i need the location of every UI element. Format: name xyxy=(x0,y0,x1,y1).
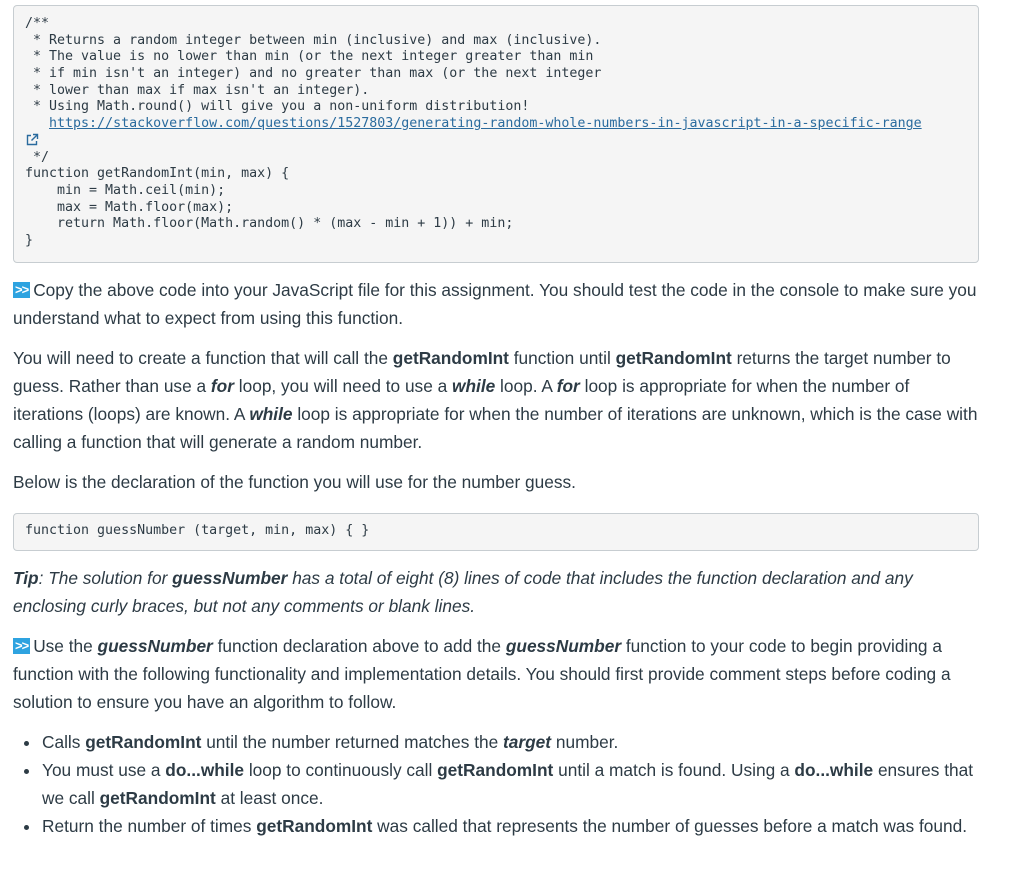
tip-label: Tip xyxy=(13,567,39,588)
code-line: min = Math.ceil(min); xyxy=(25,182,226,198)
list-item xyxy=(41,813,979,841)
requirements-list xyxy=(13,729,979,840)
text-span: Use the xyxy=(33,636,98,657)
instruction-paragraph-guessnumber xyxy=(13,633,979,716)
text-span: loop is appropriate for when the number of iterations are unknown, which is the case with calling a function that will generate a random number. xyxy=(13,403,978,452)
function-name: getRandomInt xyxy=(99,787,216,808)
text-span: function declaration above to add the xyxy=(212,636,506,657)
text-span: ensures that we call xyxy=(42,760,974,808)
text-span: You must use a xyxy=(42,760,166,781)
text-span: : The solution for xyxy=(38,567,173,588)
keyword: do...while xyxy=(794,760,874,781)
code-line: * Using Math.round() will give you a non-uniform distribution! xyxy=(25,99,530,115)
text-span: loop to continuously call xyxy=(244,760,438,781)
assignment-content xyxy=(13,5,979,840)
keyword: for xyxy=(210,376,234,397)
text-span: number. xyxy=(551,732,619,753)
link-indent xyxy=(25,116,49,131)
external-link-line xyxy=(25,133,967,150)
text-span: loop. A xyxy=(495,376,557,397)
text-span: at least once. xyxy=(215,787,324,808)
instruction-paragraph-while xyxy=(13,345,979,456)
text-span: has a total of eight (8) lines of code that includes the function declaration and any enclosing curly braces, but not any comments or blank lines. xyxy=(13,567,913,616)
text-span: function to your code to begin providing a function with the following functionality and implementation details. You should first provide comment steps before coding a solution to ensure you have an algorithm to follow. xyxy=(13,636,951,712)
function-name: guessNumber xyxy=(172,567,288,588)
text-span: Calls xyxy=(42,732,86,753)
list-item xyxy=(41,757,979,812)
external-link-icon[interactable] xyxy=(25,133,39,147)
declaration-code-block xyxy=(13,513,979,551)
keyword: for xyxy=(556,376,580,397)
code-line: */ xyxy=(25,149,50,165)
code-line: return Math.floor(Math.random() * (max - min + 1)) + min; xyxy=(25,216,514,232)
text-span: until the number returned matches the xyxy=(201,732,504,753)
text-span: loop is appropriate for when the number of iterations (loops) are known. A xyxy=(13,376,910,424)
text-span: loop, you will need to use a xyxy=(233,376,453,397)
stackoverflow-link[interactable]: https://stackoverflow.com/questions/1527803/generating-random-whole-numbers-in-javascript-in-a-specific-range xyxy=(49,116,922,132)
function-name: getRandomInt xyxy=(392,348,509,369)
instruction-paragraph-copy xyxy=(13,277,979,332)
instruction-paragraph-declaration: Below is the declaration of the function you will use for the number guess. xyxy=(13,472,576,493)
code-line: * if min isn't an integer) and no greater than max (or the next integer xyxy=(25,66,602,82)
code-link-line xyxy=(25,116,967,133)
text-span: returns the target number to guess. Rather than use a xyxy=(13,348,951,397)
code-line: /** xyxy=(25,16,50,31)
arrow-marker-icon: >> xyxy=(15,638,29,654)
function-name: guessNumber xyxy=(97,636,213,657)
keyword: while xyxy=(249,403,293,424)
code-line: max = Math.floor(max); xyxy=(25,199,234,215)
code-block xyxy=(13,5,979,263)
parameter-name: target xyxy=(503,732,552,753)
function-name: getRandomInt xyxy=(85,732,202,753)
keyword: do...while xyxy=(165,760,245,781)
text-span: was called that represents the number of guesses before a match was found. xyxy=(372,815,967,836)
paragraph-text: Copy the above code into your JavaScript file for this assignment. You should test the code in the console to make sure you understand what to expect from using this function. xyxy=(13,280,977,328)
text-span: You will need to create a function that will call the xyxy=(13,348,393,369)
function-name: guessNumber xyxy=(505,636,622,657)
code-line: * Returns a random integer between min (inclusive) and max (inclusive). xyxy=(25,32,602,48)
code-line: } xyxy=(25,232,34,248)
function-name: getRandomInt xyxy=(615,348,732,369)
text-span: until a match is found. Using a xyxy=(553,760,795,781)
tip-paragraph xyxy=(13,565,979,620)
text-span: function until xyxy=(508,348,616,369)
function-name: getRandomInt xyxy=(437,760,554,781)
function-name: getRandomInt xyxy=(256,815,373,836)
code-line: function getRandomInt(min, max) { xyxy=(25,166,290,182)
text-span: Return the number of times xyxy=(42,815,257,836)
code-line: function guessNumber (target, min, max) { } xyxy=(25,522,370,538)
code-line: * The value is no lower than min (or the next integer greater than min xyxy=(25,49,594,65)
list-item xyxy=(41,729,979,757)
code-line: * lower than max if max isn't an integer). xyxy=(25,82,370,98)
arrow-marker-icon: >> xyxy=(15,282,29,297)
keyword: while xyxy=(452,376,496,397)
